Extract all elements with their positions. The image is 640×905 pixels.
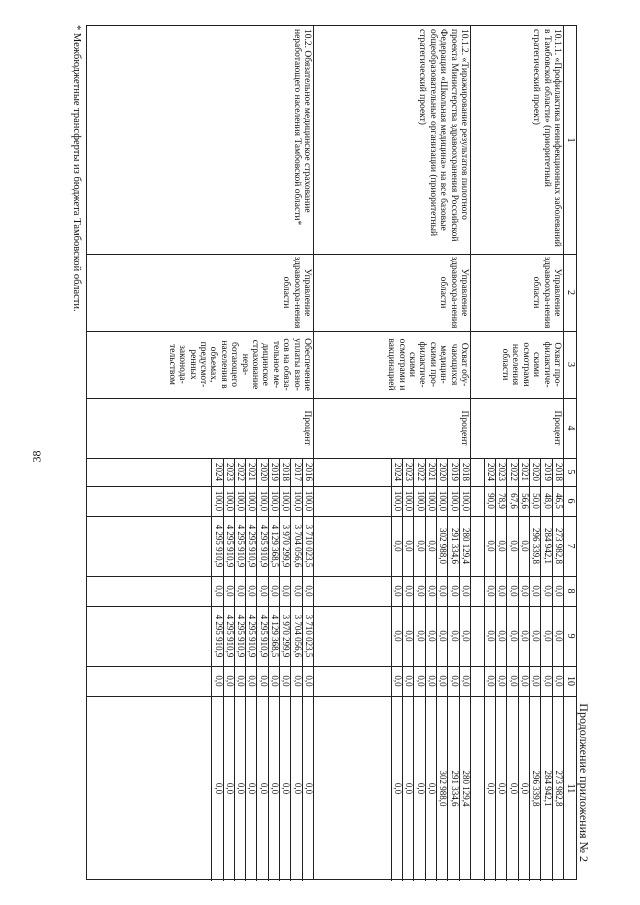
indicator-value-cell: 78,9 (497, 493, 507, 509)
other-sources-cell: 0,0 (519, 782, 530, 795)
total-funding-cell: 4 129 368,5 (269, 524, 280, 568)
row-divider (390, 458, 391, 881)
federal-budget-cell: 0,0 (292, 585, 303, 597)
year-cell: 2021 (247, 463, 257, 481)
year-cell: 2020 (530, 463, 541, 481)
other-sources-cell: 291 334,6 (449, 770, 460, 807)
responsible-executor: Управление здравоохра-нения области (280, 256, 312, 329)
federal-budget-cell: 0,0 (449, 585, 460, 597)
federal-budget-cell: 0,0 (497, 585, 507, 597)
regional-budget-cell: 0,0 (415, 630, 426, 642)
total-funding-cell: 4 295 910,9 (224, 524, 235, 568)
local-budget-cell: 0,0 (213, 675, 224, 687)
total-funding-cell: 0,0 (485, 540, 496, 552)
indicator-value-cell: 100,0 (437, 490, 448, 512)
year-cell: 2018 (460, 463, 471, 481)
column-header: 11 (564, 783, 576, 794)
local-budget-cell: 0,0 (404, 675, 414, 687)
regional-budget-cell: 0,0 (392, 630, 403, 642)
indicator-value-cell: 67,6 (508, 493, 519, 509)
regional-budget-cell: 4 295 910,9 (235, 614, 246, 658)
regional-budget-cell: 3 704 056,6 (292, 614, 303, 658)
year-cell: 2021 (519, 463, 530, 481)
other-sources-cell: 0,0 (404, 782, 414, 795)
year-cell: 2022 (508, 463, 519, 481)
other-sources-cell: 0,0 (303, 782, 314, 795)
column-header: 6 (564, 498, 576, 504)
federal-budget-cell: 0,0 (247, 585, 257, 597)
indicator-value-cell: 50,0 (530, 493, 541, 509)
local-budget-cell: 0,0 (303, 675, 314, 687)
indicator-value-cell: 100,0 (303, 490, 314, 512)
regional-budget-cell: 0,0 (449, 630, 460, 642)
federal-budget-cell: 0,0 (258, 585, 269, 597)
other-sources-cell: 0,0 (415, 782, 426, 795)
other-sources-cell: 0,0 (497, 782, 507, 795)
regional-budget-cell: 0,0 (460, 630, 471, 642)
regional-budget-cell: 4 295 910,9 (213, 614, 224, 658)
regional-budget-cell: 3 970 299,9 (280, 614, 291, 658)
total-funding-cell: 3 970 299,9 (280, 524, 291, 568)
local-budget-cell: 0,0 (258, 675, 269, 687)
regional-budget-cell: 0,0 (553, 630, 564, 642)
indicator-value-cell: 100,0 (247, 490, 257, 512)
unit-of-measure: Процент (301, 410, 312, 446)
other-sources-cell: 284 942,1 (542, 770, 553, 807)
indicator-value-cell: 100,0 (415, 490, 426, 512)
year-cell: 2023 (404, 463, 414, 481)
other-sources-cell: 302 988,0 (437, 770, 448, 807)
indicator-value-cell: 100,0 (235, 490, 246, 512)
other-sources-cell: 0,0 (247, 782, 257, 795)
indicator-value-cell: 100,0 (280, 490, 291, 512)
indicator-name: Охват обу-чающихся медицин-скими про-филактиче-скими осмотрами и вакцинацией (385, 338, 469, 391)
local-budget-cell: 0,0 (530, 675, 541, 687)
year-cell: 2023 (497, 463, 507, 481)
total-funding-cell: 4 295 910,9 (247, 524, 257, 568)
local-budget-cell: 0,0 (485, 675, 496, 687)
federal-budget-cell: 0,0 (530, 585, 541, 597)
indicator-value-cell: 100,0 (292, 490, 303, 512)
local-budget-cell: 0,0 (519, 675, 530, 687)
local-budget-cell: 0,0 (426, 675, 437, 687)
year-cell: 2022 (235, 463, 246, 481)
row-divider (211, 458, 212, 881)
other-sources-cell: 0,0 (392, 782, 403, 795)
total-funding-cell: 3 704 056,6 (292, 524, 303, 568)
total-funding-cell: 291 334,6 (449, 528, 460, 564)
total-funding-cell: 0,0 (508, 540, 519, 552)
indicator-value-cell: 90,0 (485, 493, 496, 509)
measure-name: 10.2. Обязательное медицинское страхование неработающего населения Тамбовской области* (291, 29, 312, 226)
column-header: 8 (564, 588, 576, 594)
regional-budget-cell: 0,0 (542, 630, 553, 642)
local-budget-cell: 0,0 (497, 675, 507, 687)
year-cell: 2022 (415, 463, 426, 481)
other-sources-cell: 0,0 (269, 782, 280, 795)
column-header: 10 (564, 676, 576, 686)
regional-budget-cell: 4 295 910,9 (247, 614, 257, 658)
rotated-page (48, 25, 593, 880)
federal-budget-cell: 0,0 (269, 585, 280, 597)
year-cell: 2016 (303, 463, 314, 481)
local-budget-cell: 0,0 (392, 675, 403, 687)
indicator-value-cell: 100,0 (269, 490, 280, 512)
indicator-value-cell: 100,0 (404, 490, 414, 512)
local-budget-cell: 0,0 (235, 675, 246, 687)
indicator-name: Обеспечение уплаты взно-сов на обяза-тельное ме-дицинское страхование нера-ботающего населения в объемах, предусмот-ренных законода-тельством (166, 338, 312, 391)
regional-budget-cell: 0,0 (437, 630, 448, 642)
page-number: 38 (29, 450, 44, 463)
local-budget-cell: 0,0 (437, 675, 448, 687)
year-cell: 2017 (292, 463, 303, 481)
unit-of-measure: Процент (551, 410, 562, 446)
total-funding-cell: 3 710 023,5 (303, 524, 314, 568)
total-funding-cell: 296 339,8 (530, 528, 541, 564)
continuation-label: Продолжение приложения № 2 (576, 703, 591, 862)
indicator-value-cell: 100,0 (449, 490, 460, 512)
year-cell: 2024 (485, 463, 496, 481)
indicator-value-cell: 100,0 (392, 490, 403, 512)
local-budget-cell: 0,0 (224, 675, 235, 687)
total-funding-cell: 4 295 910,9 (258, 524, 269, 568)
federal-budget-cell: 0,0 (224, 585, 235, 597)
total-funding-cell: 0,0 (426, 540, 437, 552)
other-sources-cell: 0,0 (235, 782, 246, 795)
local-budget-cell: 0,0 (542, 675, 553, 687)
unit-of-measure: Процент (458, 410, 469, 446)
other-sources-cell: 0,0 (258, 782, 269, 795)
federal-budget-cell: 0,0 (235, 585, 246, 597)
federal-budget-cell: 0,0 (415, 585, 426, 597)
indicator-value-cell: 48,0 (542, 493, 553, 509)
federal-budget-cell: 0,0 (519, 585, 530, 597)
other-sources-cell: 0,0 (485, 782, 496, 795)
federal-budget-cell: 0,0 (437, 585, 448, 597)
total-funding-cell: 0,0 (392, 540, 403, 552)
local-budget-cell: 0,0 (449, 675, 460, 687)
local-budget-cell: 0,0 (460, 675, 471, 687)
regional-budget-cell: 0,0 (508, 630, 519, 642)
regional-budget-cell: 3 710 023,5 (303, 614, 314, 658)
column-header: 1 (564, 137, 576, 143)
indicator-value-cell: 100,0 (426, 490, 437, 512)
year-cell: 2020 (437, 463, 448, 481)
other-sources-cell: 273 982,8 (553, 770, 564, 807)
federal-budget-cell: 0,0 (392, 585, 403, 597)
total-funding-cell: 4 295 910,9 (235, 524, 246, 568)
local-budget-cell: 0,0 (415, 675, 426, 687)
row-divider (483, 458, 484, 881)
measure-name: 10.1.2. «Тиражирование результатов пилотного проекта Министерства здравоохранения Российской Федерации «Школьная медицина» на все базовые общеобразовательные организации (приоритетный стратегический проект) (416, 29, 469, 242)
other-sources-cell: 0,0 (280, 782, 291, 795)
total-funding-cell: 280 129,4 (460, 528, 471, 564)
other-sources-cell: 0,0 (508, 782, 519, 795)
federal-budget-cell: 0,0 (542, 585, 553, 597)
local-budget-cell: 0,0 (553, 675, 564, 687)
federal-budget-cell: 0,0 (485, 585, 496, 597)
indicator-value-cell: 100,0 (460, 490, 471, 512)
column-header: 5 (564, 469, 576, 475)
regional-budget-cell: 4 295 910,9 (258, 614, 269, 658)
federal-budget-cell: 0,0 (280, 585, 291, 597)
federal-budget-cell: 0,0 (303, 585, 314, 597)
other-sources-cell: 0,0 (213, 782, 224, 795)
year-cell: 2019 (449, 463, 460, 481)
year-cell: 2018 (280, 463, 291, 481)
total-funding-cell: 284 942,1 (542, 528, 553, 564)
total-funding-cell: 302 988,0 (437, 528, 448, 564)
measure-name: 10.1.1. «Профилактика неинфекционных заболеваний в Тамбовской области» (приоритетный стратегический проект) (530, 29, 562, 247)
responsible-executor: Управление здравоохра-нения области (437, 256, 469, 329)
indicator-value-cell: 100,0 (258, 490, 269, 512)
other-sources-cell: 280 129,4 (460, 770, 471, 807)
other-sources-cell: 296 339,8 (530, 770, 541, 807)
regional-budget-cell: 0,0 (426, 630, 437, 642)
federal-budget-cell: 0,0 (404, 585, 414, 597)
local-budget-cell: 0,0 (508, 675, 519, 687)
other-sources-cell: 0,0 (292, 782, 303, 795)
regional-budget-cell: 0,0 (519, 630, 530, 642)
federal-budget-cell: 0,0 (213, 585, 224, 597)
total-funding-cell: 273 982,8 (553, 528, 564, 564)
responsible-executor: Управление здравоохра-нения области (530, 256, 562, 329)
local-budget-cell: 0,0 (292, 675, 303, 687)
year-cell: 2024 (213, 463, 224, 481)
regional-budget-cell: 0,0 (530, 630, 541, 642)
indicator-value-cell: 56,6 (519, 493, 530, 509)
regional-budget-cell: 4 295 910,9 (224, 614, 235, 658)
total-funding-cell: 0,0 (404, 540, 414, 552)
footnote: * Межбюджетные трансферты из бюджета Тамбовской области. (70, 25, 82, 312)
regional-budget-cell: 0,0 (485, 630, 496, 642)
local-budget-cell: 0,0 (269, 675, 280, 687)
local-budget-cell: 0,0 (247, 675, 257, 687)
data-table (86, 25, 577, 880)
year-cell: 2021 (426, 463, 437, 481)
column-header: 3 (564, 362, 576, 367)
federal-budget-cell: 0,0 (553, 585, 564, 597)
year-cell: 2019 (269, 463, 280, 481)
total-funding-cell: 0,0 (415, 540, 426, 552)
regional-budget-cell: 0,0 (497, 630, 507, 642)
year-cell: 2024 (392, 463, 403, 481)
total-funding-cell: 0,0 (519, 540, 530, 552)
column-header: 9 (564, 633, 576, 639)
federal-budget-cell: 0,0 (460, 585, 471, 597)
total-funding-cell: 0,0 (497, 540, 507, 552)
column-header: 4 (564, 425, 576, 431)
indicator-value-cell: 46,5 (553, 493, 564, 509)
indicator-value-cell: 100,0 (213, 490, 224, 512)
federal-budget-cell: 0,0 (508, 585, 519, 597)
other-sources-cell: 0,0 (224, 782, 235, 795)
regional-budget-cell: 0,0 (404, 630, 414, 642)
regional-budget-cell: 4 129 368,5 (269, 614, 280, 658)
other-sources-cell: 0,0 (426, 782, 437, 795)
federal-budget-cell: 0,0 (426, 585, 437, 597)
column-header: 2 (564, 290, 576, 295)
year-cell: 2018 (553, 463, 564, 481)
total-funding-cell: 4 295 910,9 (213, 524, 224, 568)
year-cell: 2019 (542, 463, 553, 481)
year-cell: 2023 (224, 463, 235, 481)
indicator-value-cell: 100,0 (224, 490, 235, 512)
indicator-name: Охват про-филактиче-скими осмотрами населения области (499, 341, 562, 388)
local-budget-cell: 0,0 (280, 675, 291, 687)
column-header: 7 (564, 543, 576, 549)
year-cell: 2020 (258, 463, 269, 481)
